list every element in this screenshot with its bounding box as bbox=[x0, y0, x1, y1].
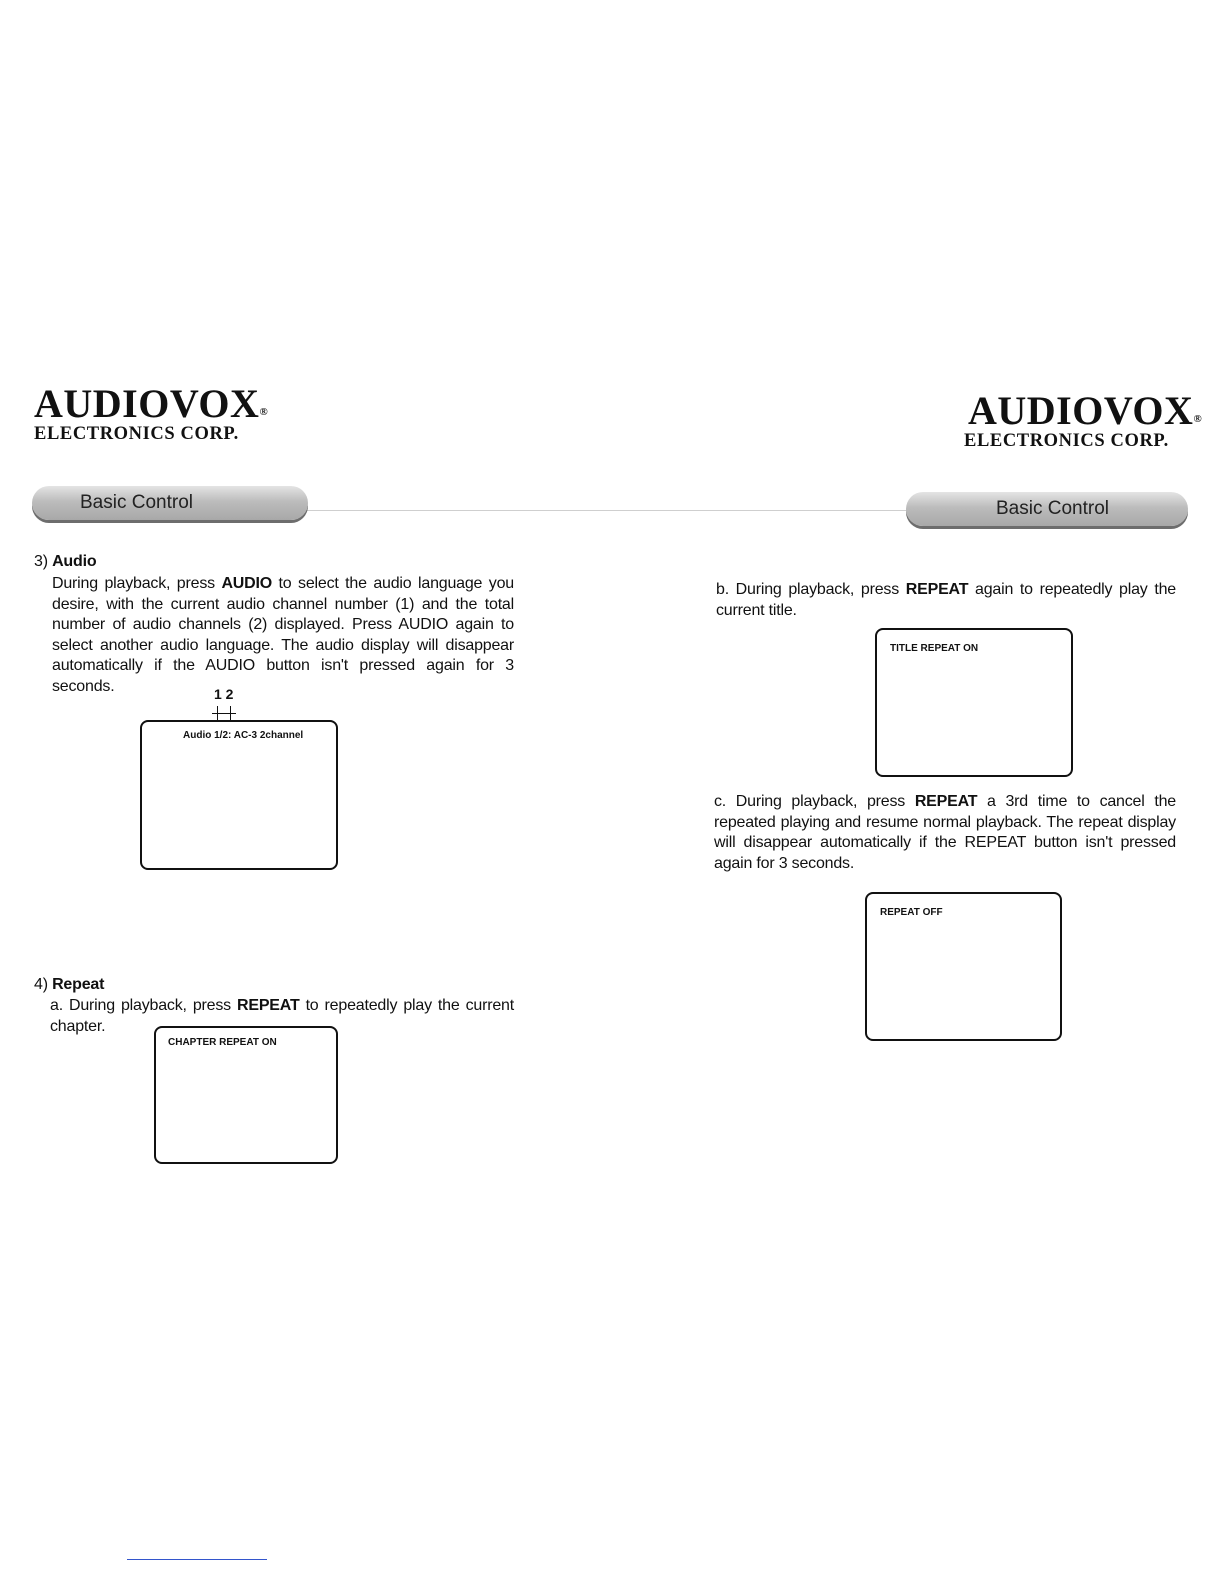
repeat-b-paragraph: b. During playback, press REPEAT again to repeatedly play the current title. bbox=[716, 581, 1176, 619]
section-title: Basic Control bbox=[80, 492, 193, 513]
screen-text: TITLE REPEAT ON bbox=[890, 643, 979, 654]
repeat-heading: 4) Repeat bbox=[34, 976, 105, 993]
screen-text: Audio 1/2: AC-3 2channel bbox=[183, 730, 304, 741]
brand-name: AUDIOVOX® bbox=[968, 388, 1203, 433]
title-repeat-screen bbox=[875, 628, 1073, 777]
brand-subtitle: ELECTRONICS CORP. bbox=[964, 431, 1169, 451]
screen-text: CHAPTER REPEAT ON bbox=[168, 1037, 277, 1048]
header-divider bbox=[300, 510, 915, 511]
section-badge-left bbox=[32, 486, 308, 520]
repeat-c-paragraph: c. During playback, press REPEAT a 3rd time to cancel the repeated playing and resume normal playback. The repeat display will disappear automatically if the REPEAT button isn't pressed again for 3 seconds. bbox=[714, 793, 1176, 872]
bottom-underline bbox=[127, 1559, 267, 1560]
brand-logo-right bbox=[964, 388, 1203, 451]
marker-crossbar bbox=[212, 713, 236, 714]
channel-markers: 1 2 bbox=[214, 686, 234, 702]
repeat-off-screen bbox=[865, 892, 1062, 1041]
audio-paragraph: During playback, press AUDIO to select the audio language you desire, with the current audio channel number (1) and the total number of audio channels (2) displayed. Press AUDIO again to select another audio language. The audio display will disappear automatically if the AUDIO button isn't pressed again for 3 seconds. bbox=[52, 575, 514, 695]
audio-screen bbox=[140, 720, 338, 870]
section-badge-right bbox=[906, 492, 1188, 526]
screen-text: REPEAT OFF bbox=[880, 907, 943, 918]
brand-logo-left bbox=[34, 381, 269, 444]
brand-name: AUDIOVOX® bbox=[34, 381, 269, 426]
brand-subtitle: ELECTRONICS CORP. bbox=[34, 424, 239, 444]
audio-heading: 3) Audio bbox=[34, 553, 97, 570]
section-title: Basic Control bbox=[996, 498, 1109, 519]
repeat-a-paragraph: a. During playback, press REPEAT to repeatedly play the current chapter. bbox=[50, 997, 515, 1035]
chapter-repeat-screen bbox=[154, 1026, 338, 1164]
